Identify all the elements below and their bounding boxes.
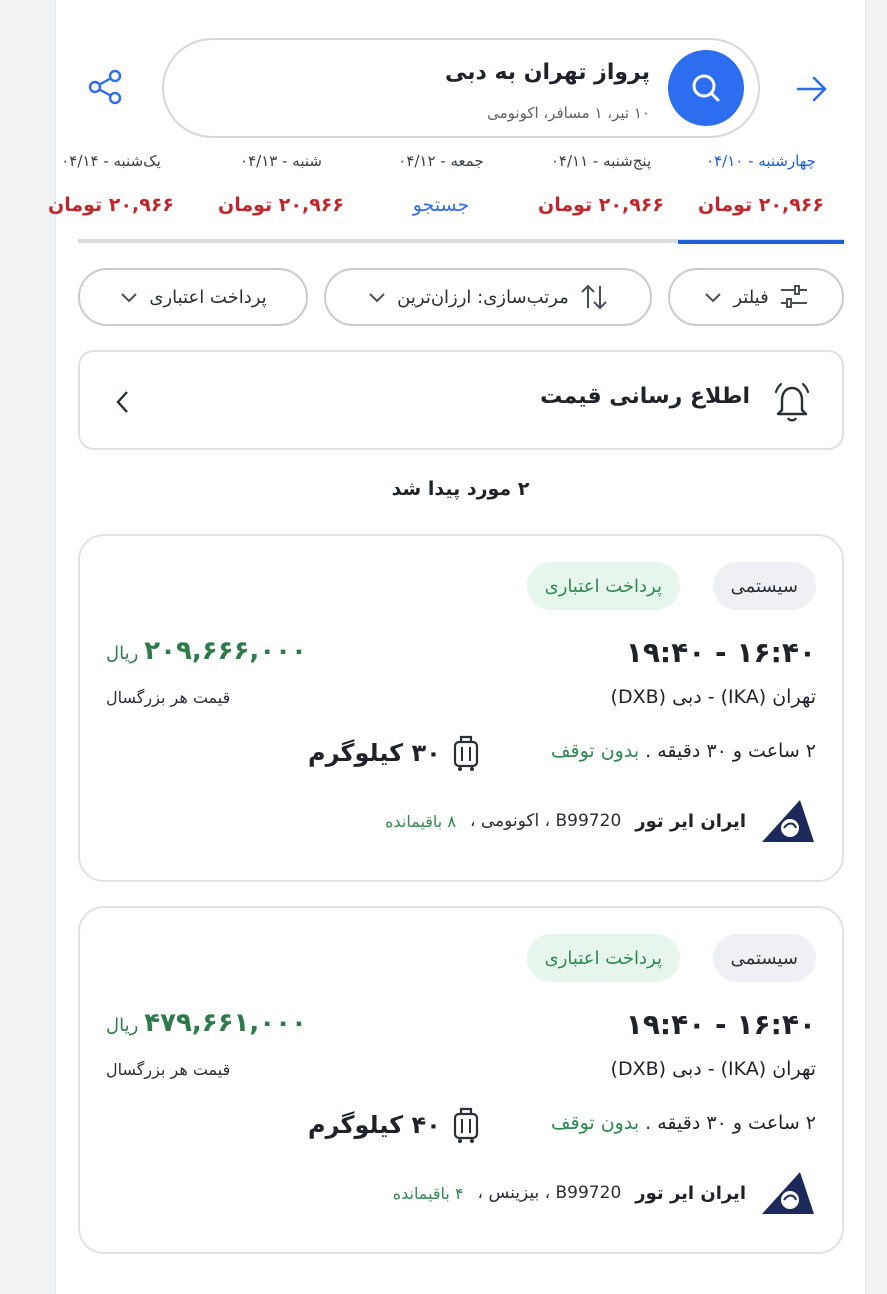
baggage-weight: ۴۰ کیلوگرم <box>308 1111 441 1139</box>
chevron-left-icon <box>114 388 132 416</box>
credit-payment-badge: پرداخت اعتباری <box>527 934 680 982</box>
date-tab-0413[interactable] <box>198 140 364 244</box>
baggage-info <box>308 734 481 772</box>
seats-remaining: ۴ باقیمانده <box>392 1183 464 1203</box>
airline-name: ایران ایر تور <box>635 1182 746 1204</box>
back-button[interactable] <box>789 66 835 112</box>
flight-route: تهران (IKA) - دبی (DXB) <box>610 686 816 708</box>
date-tab-0410[interactable] <box>678 140 844 244</box>
system-badge: سیستمی <box>713 562 816 610</box>
date-tab-price: ۲۰,۹۶۶ تومان <box>538 194 664 216</box>
chevron-down-icon <box>703 290 723 304</box>
date-tab-day: یک‌شنبه - ۰۴/۱۴ <box>61 152 161 170</box>
duration-text: ۲ ساعت و ۳۰ دقیقه . <box>639 740 816 762</box>
date-tab-0414[interactable] <box>28 140 194 244</box>
baggage-weight: ۳۰ کیلوگرم <box>308 739 441 767</box>
active-tab-indicator <box>678 240 844 244</box>
chevron-down-icon <box>367 290 387 304</box>
airline-logo <box>760 1170 816 1216</box>
search-title: پرواز تهران به دبی <box>444 60 650 85</box>
date-tab-price: ۲۰,۹۶۶ تومان <box>698 194 824 216</box>
search-icon <box>688 70 724 106</box>
flight-route: تهران (IKA) - دبی (DXB) <box>610 1058 816 1080</box>
price-amount: ۴۷۹,۶۶۱,۰۰۰ <box>144 1008 307 1038</box>
price-amount: ۲۰۹,۶۶۶,۰۰۰ <box>144 636 307 666</box>
price-note: قیمت هر بزرگسال <box>106 1060 231 1079</box>
share-button[interactable] <box>82 64 128 110</box>
date-tab-day: پنج‌شنبه - ۰۴/۱۱ <box>550 152 652 170</box>
stops-text: بدون توقف <box>550 1112 640 1134</box>
search-subtitle: ۱۰ تیر، ۱ مسافر، اکونومی <box>487 104 650 122</box>
flight-price <box>106 1008 307 1038</box>
price-currency: ریال <box>106 643 139 664</box>
flight-number-class: B99720 ، اکونومی ، <box>469 811 622 831</box>
baggage-info <box>308 1106 481 1144</box>
flight-price <box>106 636 307 666</box>
system-badge: سیستمی <box>713 934 816 982</box>
flight-time: ۱۶:۴۰ - ۱۹:۴۰ <box>625 1008 816 1041</box>
seats-remaining: ۸ باقیمانده <box>385 811 456 831</box>
arrow-right-icon <box>795 72 829 106</box>
stops-text: بدون توقف <box>550 740 640 762</box>
luggage-icon <box>451 734 481 772</box>
sliders-icon <box>779 283 809 311</box>
filter-button[interactable] <box>668 268 844 326</box>
filter-label: فیلتر <box>733 286 769 308</box>
credit-filter-label: پرداخت اعتباری <box>149 286 267 308</box>
flight-duration <box>551 740 816 762</box>
flight-card[interactable] <box>78 906 844 1254</box>
credit-payment-filter[interactable] <box>78 268 308 326</box>
chevron-down-icon <box>119 290 139 304</box>
date-tab-price: ۲۰,۹۶۶ تومان <box>48 194 174 216</box>
flight-number-class: B99720 ، بیزینس ، <box>477 1183 622 1203</box>
flight-time: ۱۶:۴۰ - ۱۹:۴۰ <box>625 636 816 669</box>
luggage-icon <box>451 1106 481 1144</box>
date-selector <box>48 140 867 244</box>
share-icon <box>86 68 124 106</box>
credit-payment-badge: پرداخت اعتباری <box>527 562 680 610</box>
duration-text: ۲ ساعت و ۳۰ دقیقه . <box>639 1112 816 1134</box>
airline-name: ایران ایر تور <box>635 810 746 832</box>
bell-icon <box>768 378 816 426</box>
date-tab-day: چهارشنبه - ۰۴/۱۰ <box>706 152 816 170</box>
search-summary-box[interactable] <box>162 38 760 138</box>
airline-logo <box>760 798 816 844</box>
price-alert-label: اطلاع رسانی قیمت <box>540 384 750 409</box>
price-alert-row[interactable] <box>78 350 844 450</box>
date-tab-day: جمعه - ۰۴/۱۲ <box>398 152 484 170</box>
flight-results-page <box>48 0 866 1294</box>
date-tab-price: ۲۰,۹۶۶ تومان <box>218 194 344 216</box>
date-tab-0412[interactable] <box>358 140 524 244</box>
price-note: قیمت هر بزرگسال <box>106 688 231 707</box>
date-tab-0411[interactable] <box>518 140 684 244</box>
sort-button[interactable] <box>324 268 652 326</box>
search-button[interactable] <box>668 50 744 126</box>
date-tab-day: شنبه - ۰۴/۱۳ <box>240 152 322 170</box>
airline-info <box>385 798 816 844</box>
sort-label: مرتب‌سازی: ارزان‌ترین <box>397 286 569 308</box>
sort-arrows-icon <box>579 283 609 311</box>
date-tab-search-link: جستجو <box>412 194 470 216</box>
price-currency: ریال <box>106 1015 139 1036</box>
flight-duration <box>551 1112 816 1134</box>
flight-card[interactable] <box>78 534 844 882</box>
results-count: ۲ مورد پیدا شد <box>391 478 530 500</box>
airline-info <box>393 1170 816 1216</box>
